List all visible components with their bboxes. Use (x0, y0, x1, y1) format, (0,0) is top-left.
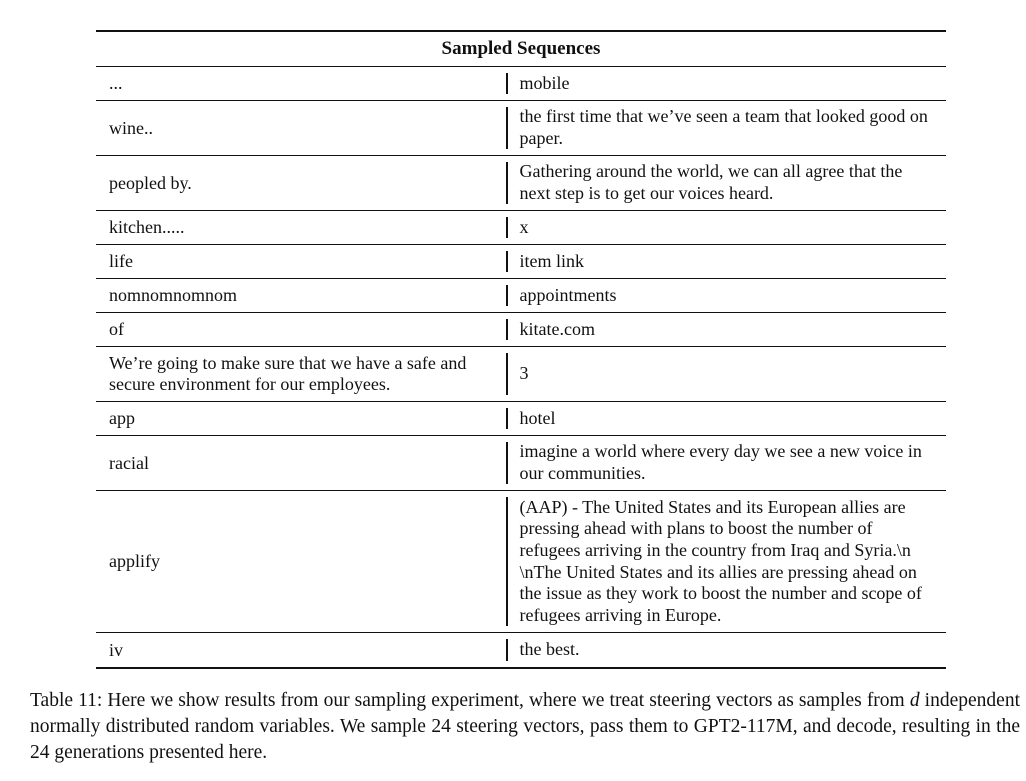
left-cell: We’re going to make sure that we have a safe and secure environment for our employees. (109, 353, 467, 394)
table-row (96, 313, 946, 347)
table-row (96, 491, 946, 633)
caption-text-after: independent normally distributed random variables. We sample 24 steering vectors, pass them to GPT2-117M, and decode, resulting in the 24 generations presented here. (30, 690, 1020, 763)
left-cell: applify (109, 551, 160, 571)
left-cell: racial (109, 452, 149, 473)
table-title: Sampled Sequences (96, 32, 946, 67)
table-row (96, 279, 946, 313)
caption-text-before: Table 11: Here we show results from our sampling experiment, where we treat steering vectors as samples from (30, 690, 910, 711)
left-cell: iv (109, 639, 124, 660)
left-cell: of (109, 319, 124, 339)
right-cell: the first time that we’ve seen a team that looked good on paper. (519, 106, 928, 148)
left-cell: wine.. (109, 117, 153, 138)
sampled-sequences-table (96, 30, 946, 669)
right-cell: 3 (519, 363, 529, 384)
table-row (96, 347, 946, 402)
left-cell: ... (109, 73, 123, 93)
right-cell: Gathering around the world, we can all agree that the next step is to get our voices heard. (519, 161, 903, 203)
table-row (96, 633, 946, 667)
right-cell: kitate.com (519, 318, 595, 339)
right-cell: mobile (519, 72, 570, 93)
table-row (96, 245, 946, 279)
left-cell: life (109, 251, 133, 271)
table-caption (30, 688, 1020, 766)
right-cell: the best. (519, 639, 580, 660)
table-row (96, 156, 946, 211)
left-cell: kitchen..... (109, 217, 185, 237)
right-cell: (AAP) - The United States and its European allies are pressing ahead with plans to boost the number of refugees arriving in the country from Iraq and Syria.\n \nThe United States and its allies are pressing ahead on the issue as they work to boost the number and scope of refugees arriving in Europe. (519, 496, 922, 625)
right-cell: hotel (519, 407, 556, 428)
left-cell: peopled by. (109, 172, 192, 193)
table-row (96, 436, 946, 491)
left-cell: app (109, 408, 135, 428)
table-row (96, 402, 946, 436)
right-cell: appointments (519, 284, 617, 305)
right-cell: x (519, 216, 529, 237)
table-row (96, 67, 946, 101)
left-cell: nomnomnomnom (109, 285, 238, 305)
table-row (96, 211, 946, 245)
table-row (96, 101, 946, 156)
right-cell: item link (519, 250, 584, 271)
caption-variable: d (909, 690, 920, 711)
right-cell: imagine a world where every day we see a new voice in our communities. (519, 441, 922, 483)
